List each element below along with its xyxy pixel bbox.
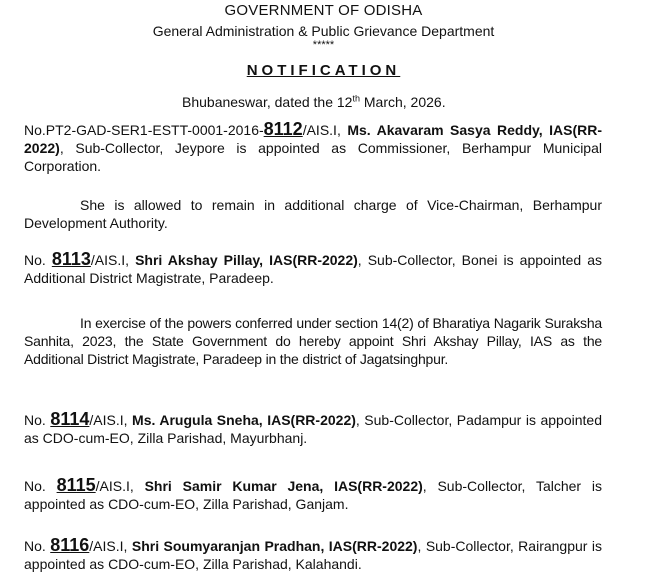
date-prefix: Bhubaneswar, dated the 12	[182, 94, 353, 110]
additional-charge-paragraph: She is allowed to remain in additional charge of Vice-Chairman, Berhampur Development Authority.	[24, 197, 602, 231]
order-text: , Sub-Collector, Jeypore is appointed as Commissioner, Berhampur Municipal Corporation.	[24, 140, 602, 174]
government-heading: GOVERNMENT OF ODISHA	[224, 2, 423, 19]
order-number: 8114	[50, 409, 90, 429]
officer-name: Shri Soumyaranjan Pradhan, IAS(RR-2022)	[131, 538, 418, 554]
order-series: /AIS.I,	[90, 252, 136, 268]
officer-name: Ms. Arugula Sneha, IAS(RR-2022)	[132, 412, 356, 428]
officer-name: Shri Samir Kumar Jena, IAS(RR-2022)	[144, 478, 423, 494]
order-text: , Sub-Collector, Talcher is appointed as CDO-cum-EO, Zilla Parishad, Ganjam.	[24, 478, 602, 512]
notification-title-text: NOTIFICATION	[246, 62, 401, 79]
order-prefix: No.	[24, 478, 57, 494]
bnss-paragraph: In exercise of the powers conferred under section 14(2) of Bharatiya Nagarik Suraksha Sanhita, 2023, the State Government do hereby appoint Shri Akshay Pillay, IAS as the Additional District Magistrate, Paradeep in the district of Jagatsinghpur.	[24, 315, 602, 367]
order-series: /AIS.I,	[89, 538, 132, 554]
date-suffix: March, 2026.	[359, 94, 446, 110]
order-paragraph-8113	[24, 250, 602, 287]
order-series: /AIS.I,	[302, 122, 348, 138]
department-heading: General Administration & Public Grievance Department	[152, 23, 495, 39]
order-series: /AIS.I,	[95, 478, 145, 494]
order-text: , Sub-Collector, Bonei is appointed as Additional District Magistrate, Paradeep.	[24, 252, 602, 286]
notification-title	[0, 62, 647, 80]
officer-name: Shri Akshay Pillay, IAS(RR-2022)	[135, 252, 358, 268]
officer-name: Ms. Akavaram Sasya Reddy, IAS(RR-2022)	[24, 122, 602, 156]
date-superscript: th	[352, 93, 360, 104]
order-prefix: No.	[24, 252, 52, 268]
order-number: 8113	[51, 249, 91, 269]
order-paragraph-8116	[24, 536, 602, 573]
order-paragraph-8112	[24, 120, 602, 175]
order-prefix: No.	[24, 412, 51, 428]
order-paragraph-8115	[24, 476, 602, 513]
order-number: 8116	[50, 535, 90, 555]
order-prefix: No.	[24, 538, 51, 554]
order-series: /AIS.I,	[89, 412, 133, 428]
heading-stars: *****	[312, 39, 335, 51]
date-line	[182, 93, 446, 111]
order-text: , Sub-Collector, Rairangpur is appointed as CDO-cum-EO, Zilla Parishad, Kalahandi.	[24, 538, 602, 572]
order-number: 8115	[56, 475, 96, 495]
order-prefix: No.PT2-GAD-SER1-ESTT-0001-2016-	[24, 122, 264, 138]
order-paragraph-8114	[24, 410, 602, 447]
order-number: 8112	[263, 119, 303, 139]
order-text: , Sub-Collector, Padampur is appointed as CDO-cum-EO, Zilla Parishad, Mayurbhanj.	[24, 412, 602, 446]
